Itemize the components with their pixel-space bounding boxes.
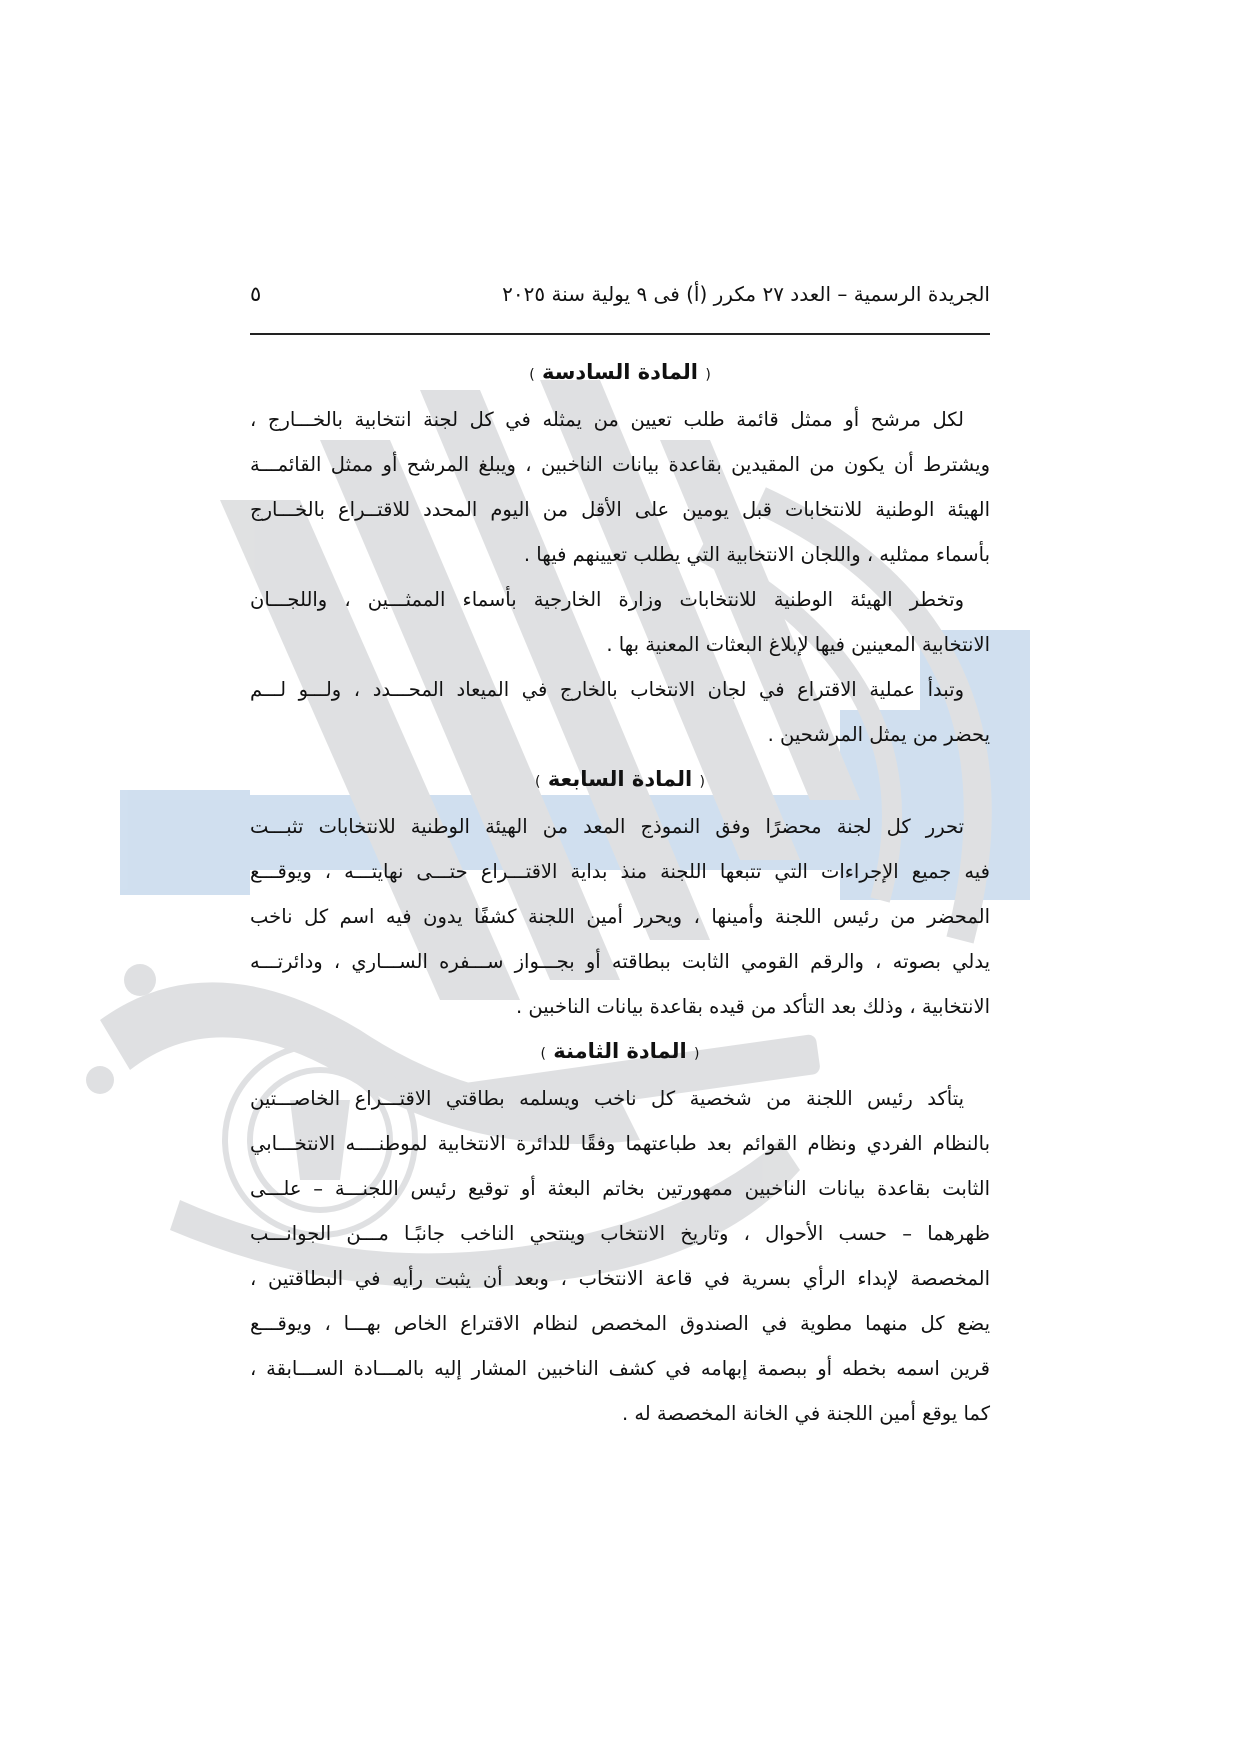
text-line: الانتخابية ، وذلك بعد التأكد من قيده بقاعدة بيانات الناخبين .: [516, 995, 990, 1018]
text-line: وتخطر الهيئة الوطنية للانتخابات وزارة الخارجية بأسماء الممثـــين ، واللجـــان: [250, 588, 964, 611]
header-divider: [250, 333, 990, 335]
text-line: يحضر من يمثل المرشحين .: [767, 723, 990, 746]
text-line: كما يوقع أمين اللجنة في الخانة المخصصة له .: [621, 1402, 990, 1425]
text-line: ظهرهما – حسب الأحوال ، وتاريخ الانتخاب وينتحي الناخب جانبًـا مـــن الجوانـــب: [250, 1222, 990, 1245]
article-heading: ( المادة السادسة ): [529, 360, 711, 384]
article-title: المادة الثامنة: [553, 1039, 687, 1063]
gazette-header-title: الجريدة الرسمية – العدد ٢٧ مكرر (أ) فى ٩ يولية سنة ٢٠٢٥: [502, 282, 990, 306]
paragraph: [250, 804, 990, 1029]
text-line: لكل مرشح أو ممثل قائمة طلب تعيين من يمثله في كل لجنة انتخابية بالخـــارج ،: [250, 408, 964, 431]
text-line: بالنظام الفردي ونظام القوائم بعد طباعتهما وفقًا للدائرة الانتخابية لموطنــــه الانتخـــابي: [250, 1132, 990, 1155]
text-line: يدلي بصوته ، والرقم القومي الثابت ببطاقته أو بجـــواز ســـفره الســـاري ، ودائرتـــه: [250, 950, 990, 973]
paragraph: [250, 1076, 990, 1436]
paragraph: [250, 397, 990, 577]
document-body: [250, 350, 990, 1436]
text-line: بأسماء ممثليه ، واللجان الانتخابية التي يطلب تعيينهم فيها .: [523, 543, 990, 566]
text-line: يضع كل منهما مطوية في الصندوق المخصص لنظام الاقتراع الخاص بهـــا ، ويوقـــع: [250, 1312, 990, 1335]
page-header: [250, 282, 990, 322]
text-line: الهيئة الوطنية للانتخابات قبل يومين على الأقل من اليوم المحدد للاقتــراع بالخـــارج: [250, 498, 990, 521]
text-line: المخصصة لإبداء الرأي بسرية في قاعة الانتخاب ، وبعد أن يثبت رأيه في البطاقتين ،: [250, 1267, 990, 1290]
text-line: ويشترط أن يكون من المقيدين بقاعدة بيانات الناخبين ، ويبلغ المرشح أو ممثل القائمـــة: [250, 453, 990, 476]
text-line: الانتخابية المعينين فيها لإبلاغ البعثات المعنية بها .: [606, 633, 990, 656]
article-title: المادة السادسة: [541, 360, 699, 384]
text-line: يتأكد رئيس اللجنة من شخصية كل ناخب ويسلمه بطاقتي الاقتـــراع الخاصـــتين: [250, 1087, 964, 1110]
article-heading: ( المادة الثامنة ): [540, 1039, 700, 1063]
page-number: ٥: [250, 282, 262, 306]
text-line: تحرر كل لجنة محضرًا وفق النموذج المعد من الهيئة الوطنية للانتخابات تثبـــت: [250, 815, 964, 838]
paragraph: [250, 577, 990, 667]
text-line: الثابت بقاعدة بيانات الناخبين ممهورتين بخاتم البعثة أو توقيع رئيس اللجنـــة – علـــى: [250, 1177, 990, 1200]
article-title: المادة السابعة: [547, 767, 693, 791]
text-line: قرين اسمه بخطه أو ببصمة إبهامه في كشف الناخبين المشار إليه بالمـــادة الســـابقة ،: [250, 1357, 990, 1380]
text-line: المحضر من رئيس اللجنة وأمينها ، ويحرر أمين اللجنة كشفًا يدون فيه اسم كل ناخب: [250, 905, 990, 928]
text-line: فيه جميع الإجراءات التي تتبعها اللجنة منذ بداية الاقتـــراع حتـــى نهايتـــه ، ويوقـــع: [250, 860, 990, 883]
text-line: وتبدأ عملية الاقتراع في لجان الانتخاب بالخارج في الميعاد المحـــدد ، ولـــو لـــم: [250, 678, 964, 701]
article-heading: ( المادة السابعة ): [535, 767, 705, 791]
paragraph: [250, 667, 990, 757]
